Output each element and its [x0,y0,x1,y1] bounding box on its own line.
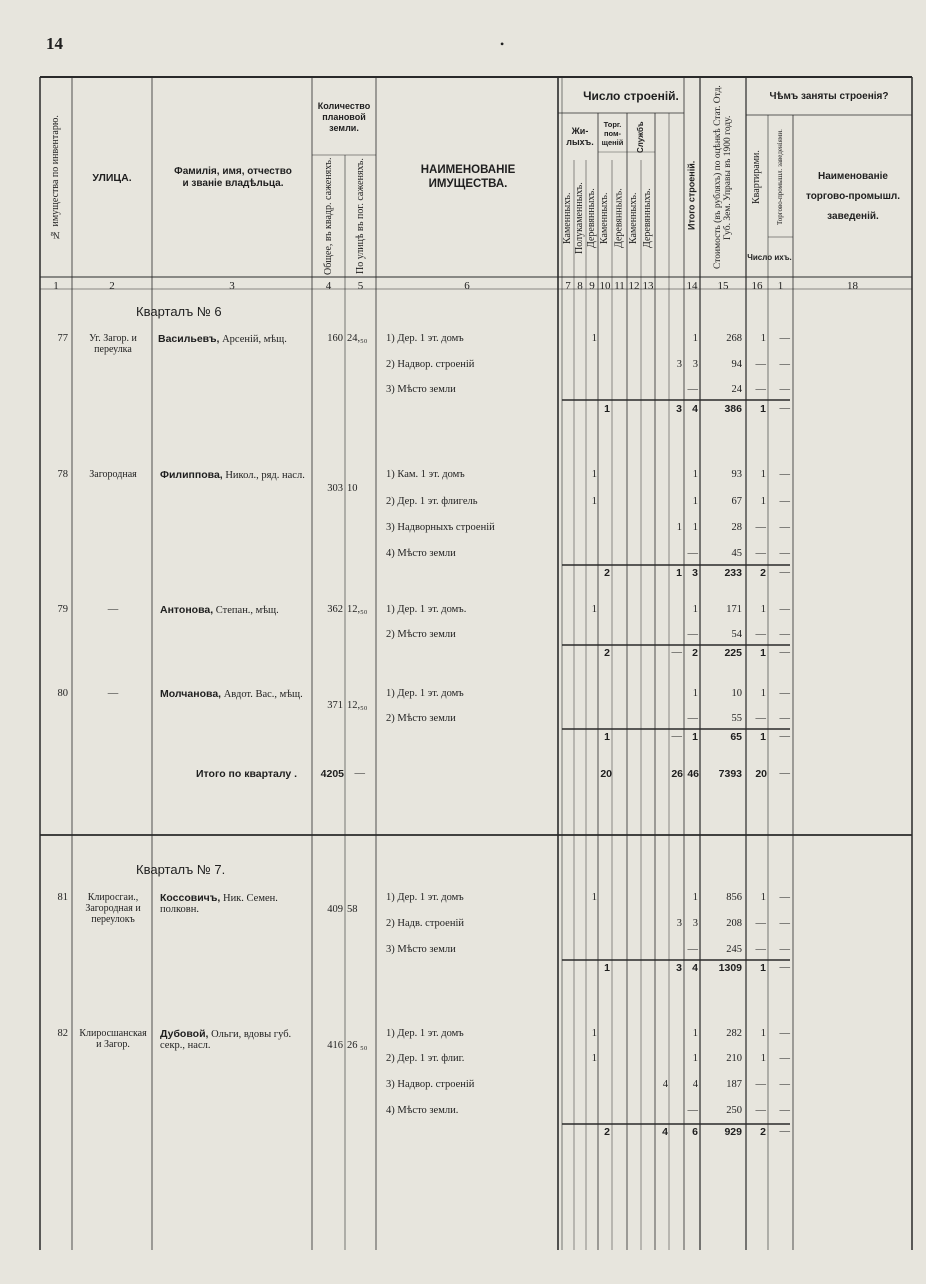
service-wooden: 1 [676,522,682,533]
land-total: 362 [327,604,343,615]
trade-count: — [779,359,790,370]
value: 94 [731,359,742,370]
col-number: 14 [686,280,698,292]
wooden-count: 1 [591,1053,597,1064]
property-item: 2) Дер. 1 эт. флиг. [386,1053,465,1064]
street-name: Клиросшанская и Загор. [79,1028,147,1050]
header-street: УЛИЦА. [92,171,132,184]
wooden-count: 1 [591,604,597,615]
subtotal-total: 6 [692,1126,698,1138]
total-buildings: 1 [692,688,698,699]
property-item: 2) Дер. 1 эт. флигель [386,496,478,507]
header-apartments: Квартирами. [750,150,762,204]
apartments: 1 [760,469,766,480]
owner-surname: Антонова, [160,604,214,616]
quarter-total-apartments: 20 [755,768,767,780]
owner-details: Ник. Семен. полковн. [160,893,278,915]
value: 856 [726,892,742,903]
apartments: — [755,944,766,955]
col-number: 1 [53,280,59,292]
subtotal-total: 4 [692,403,698,415]
inventory-number: 77 [57,333,68,344]
header-stone-service: Каменныхъ. [627,192,639,245]
page-number: 14 [46,34,63,53]
total-buildings: 1 [692,604,698,615]
property-item: 1) Дер. 1 эт. домъ [386,688,464,699]
wooden-count: 1 [591,333,597,344]
property-item: 1) Дер. 1 эт. домъ. [386,604,467,615]
property-item: 1) Кам. 1 эт. домъ [386,469,465,480]
apartments: — [755,629,766,640]
inventory-number: 79 [57,604,68,615]
inventory-number: 78 [57,469,68,480]
wooden-count: 1 [591,496,597,507]
col-number: 15 [717,280,729,292]
col-number: 4 [325,280,332,292]
subtotal-value: 233 [724,567,742,579]
inventory-number: 80 [57,688,68,699]
total-buildings: — [687,629,698,640]
owner-details: Никол., ряд. насл. [225,470,305,481]
service-wooden: 3 [676,359,682,370]
col-number: 5 [357,280,364,292]
header-land-total: Общее, въ квадр. саженяхъ. [322,157,334,275]
owner-name [160,688,305,700]
land-total: 416 [327,1040,343,1051]
property-item: 3) Надворныхъ строеній [386,522,495,533]
quarter-total-value: 7393 [718,768,742,780]
col-number: 2 [109,280,115,292]
value: 210 [726,1053,742,1064]
subtotal-wooden: 1 [604,403,610,415]
header-occupied-by: Чѣмъ заняты строенія? [769,90,889,102]
land-street: 12,₅₀ [347,604,368,615]
col-number: 10 [599,280,611,292]
header-land-quantity: Количество плановой земли. [317,101,371,133]
col-number: 11 [614,280,625,292]
header-stone: Каменныхъ. [561,192,573,245]
property-item: 4) Мѣсто земли [386,548,456,559]
value: 245 [726,944,742,955]
header-owner: Фамилія, имя, отчество и званіе владѣльца. [174,166,292,189]
trade-count: — [779,1028,790,1039]
subtotal-trade: — [779,403,790,414]
value: 10 [731,688,742,699]
land-street: 24,₅₀ [347,333,368,344]
subtotal-wooden: 1 [604,731,610,743]
col-number: 6 [464,280,470,292]
header-trade-establishments: Торгово-промышл. заведеніями. [775,129,784,225]
property-item: 3) Надвор. строеній [386,1079,475,1090]
header-residential: Жилыхъ. [566,126,594,147]
col-number: 7 [565,280,571,292]
street-name: Уг. Загор. и переулка [89,333,137,355]
total-buildings: 1 [692,1053,698,1064]
land-total: 409 [327,904,343,915]
property-item: 2) Мѣсто земли [386,713,456,724]
subtotal-apartments: 1 [760,647,766,659]
owner-details: Степан., мѣщ. [215,605,279,616]
owner-name [160,892,310,915]
street-name: — [107,604,119,615]
subtotal-apartments: 2 [760,1126,766,1138]
owner-surname: Дубовой, [160,1028,209,1040]
owner-name [160,1028,310,1051]
apartments: 1 [760,604,766,615]
col-number: 18 [847,280,858,292]
property-item: 2) Надвор. строеній [386,359,475,370]
header-wooden-trade: Деревянныхъ. [613,188,625,249]
street-name: Клиросгаи., Загородная и переулокъ [85,892,141,925]
property-item: 3) Мѣсто земли [386,384,456,395]
trade-count: — [779,548,790,559]
owner-name [160,469,310,481]
street-name: — [107,688,119,699]
subtotal-wooden: 2 [604,647,610,659]
trade-count: — [779,1053,790,1064]
trade-count: — [779,604,790,615]
apartments: — [755,359,766,370]
subtotal-service: 4 [662,1126,668,1138]
owner-surname: Васильевъ, [158,333,220,345]
quarter-title: Кварталъ № 6 [136,304,222,319]
apartments: — [755,1105,766,1116]
owner-surname: Филиппова, [160,469,223,481]
trade-count: — [779,944,790,955]
header-total-buildings: Итого строеній. [686,160,697,230]
value: 171 [726,604,742,615]
subtotal-trade: — [779,731,790,742]
value: 67 [731,496,742,507]
quarter-title: Кварталъ № 7. [136,862,226,877]
subtotal-value: 929 [724,1126,742,1138]
subtotal-trade: — [779,1126,790,1137]
header-land-street: По улицѣ въ пог. саженяхъ. [354,158,366,274]
trade-count: — [779,469,790,480]
apartments: — [755,713,766,724]
subtotal-trade: — [779,647,790,658]
land-total: 160 [327,333,343,344]
value: 250 [726,1105,742,1116]
property-item: 4) Мѣсто земли. [386,1105,459,1116]
value: 208 [726,918,742,929]
land-street: 10 [347,483,358,494]
total-buildings: — [687,1105,698,1116]
wooden-count: 1 [591,469,597,480]
subtotal-total: 3 [692,567,698,579]
street-name: Загородная [89,469,137,480]
total-buildings: 1 [692,469,698,480]
service-wooden: 4 [662,1079,668,1090]
header-count: Число ихъ. [747,253,792,263]
subtotal-service: 3 [676,962,682,974]
subtotal-apartments: 1 [760,403,766,415]
subtotal-apartments: 1 [760,962,766,974]
subtotal-service: — [671,731,682,742]
owner-surname: Коссовичъ, [160,892,221,904]
value: 45 [731,548,742,559]
subtotal-total: 4 [692,962,698,974]
trade-count: — [779,629,790,640]
apartments: 1 [760,333,766,344]
subtotal-total: 1 [692,731,698,743]
quarter-total-street: — [354,768,365,779]
total-buildings: — [687,384,698,395]
inventory-number: 81 [57,892,68,903]
inventory-number: 82 [57,1028,68,1039]
value: 55 [731,713,742,724]
apartments: — [755,548,766,559]
land-street: 58 [347,904,358,915]
total-buildings: — [687,944,698,955]
header-service: Службъ [635,121,645,153]
col-number: 1 [777,280,784,292]
ink-dot: • [500,37,505,51]
total-buildings: 3 [692,918,698,929]
total-buildings: — [687,548,698,559]
service-wooden: 3 [676,918,682,929]
header-stone-trade: Каменныхъ. [598,192,610,245]
col-number: 13 [642,280,654,292]
header-value: Стоимость (въ рубляхъ) по оцѣнкѣ Стат. Отд. Губ. Зем. Управы въ 1900 году. [713,85,733,270]
owner-details: Ольги, вдовы губ. секр., насл. [160,1029,292,1051]
header-half-stone: Полукаменныхъ. [573,182,585,255]
land-street: 26 ₅₀ [347,1040,368,1051]
total-buildings: 1 [692,522,698,533]
subtotal-value: 1309 [718,962,742,974]
apartments: 1 [760,688,766,699]
value: 93 [731,469,742,480]
subtotal-total: 2 [692,647,698,659]
header-wooden: Деревянныхъ. [585,188,597,249]
value: 24 [731,384,742,395]
header-trade-names: Наименованіе торгово-промышл. заведеній. [805,171,901,222]
header-inventory-number: № имущества по инвентарю. [49,115,61,241]
trade-count: — [779,688,790,699]
subtotal-trade: — [779,567,790,578]
land-total: 303 [327,483,343,494]
trade-count: — [779,713,790,724]
total-buildings: 1 [692,892,698,903]
subtotal-service: 3 [676,403,682,415]
property-item: 2) Надв. строеній [386,918,464,929]
property-item: 1) Дер. 1 эт. домъ [386,1028,464,1039]
quarter-total-label: Итого по кварталу . [196,768,298,780]
wooden-count: 1 [591,1028,597,1039]
total-buildings: 1 [692,496,698,507]
subtotal-service: 1 [676,567,682,579]
apartments: 1 [760,1028,766,1039]
property-item: 2) Мѣсто земли [386,629,456,640]
total-buildings: 3 [692,359,698,370]
property-item: 1) Дер. 1 эт. домъ [386,333,464,344]
owner-details: Авдот. Вас., мѣщ. [223,689,303,700]
header-wooden-service: Деревянныхъ. [641,188,653,249]
apartments: — [755,384,766,395]
subtotal-wooden: 1 [604,962,610,974]
land-street: 12,₅₀ [347,700,368,711]
trade-count: — [779,918,790,929]
wooden-count: 1 [591,892,597,903]
header-trade-premises: Торг. помщеній [601,120,624,147]
trade-count: — [779,892,790,903]
owner-surname: Молчанова, [160,688,222,700]
col-number: 9 [589,280,595,292]
trade-count: — [779,1105,790,1116]
total-buildings: 4 [692,1079,698,1090]
subtotal-wooden: 2 [604,567,610,579]
value: 54 [731,629,742,640]
total-buildings: 1 [692,333,698,344]
total-buildings: — [687,713,698,724]
property-item: 3) Мѣсто земли [386,944,456,955]
apartments: — [755,918,766,929]
subtotal-apartments: 1 [760,731,766,743]
subtotal-value: 386 [724,403,742,415]
total-buildings: 1 [692,1028,698,1039]
quarter-total-buildings: 46 [687,768,699,780]
quarter-total-service: 26 [671,768,683,780]
property-item: 1) Дер. 1 эт. домъ [386,892,464,903]
col-number: 12 [628,280,640,292]
col-number: 3 [229,280,235,292]
apartments: 1 [760,892,766,903]
value: 28 [731,522,742,533]
apartments: — [755,522,766,533]
apartments: — [755,1079,766,1090]
owner-name [160,604,279,616]
subtotal-apartments: 2 [760,567,766,579]
subtotal-value: 65 [730,731,742,743]
value: 187 [726,1079,742,1090]
owner-name [158,333,287,345]
trade-count: — [779,496,790,507]
land-total: 371 [327,700,343,711]
trade-count: — [779,384,790,395]
trade-count: — [779,333,790,344]
subtotal-value: 225 [724,647,742,659]
trade-count: — [779,1079,790,1090]
col-number: 16 [751,280,763,292]
header-property-name: НАИМЕНОВАНІЕ ИМУЩЕСТВА. [420,164,516,190]
subtotal-trade: — [779,962,790,973]
trade-count: — [779,522,790,533]
header-building-count: Число строеній. [583,89,679,104]
col-number: 8 [577,280,583,292]
subtotal-service: — [671,647,682,658]
quarter-total-land: 4205 [320,768,344,780]
value: 282 [726,1028,742,1039]
quarter-total-wooden: 20 [600,768,612,780]
apartments: 1 [760,496,766,507]
apartments: 1 [760,1053,766,1064]
value: 268 [726,333,742,344]
subtotal-wooden: 2 [604,1126,610,1138]
quarter-total-trade: — [779,768,790,779]
owner-details: Арсеній, мѣщ. [222,334,287,345]
